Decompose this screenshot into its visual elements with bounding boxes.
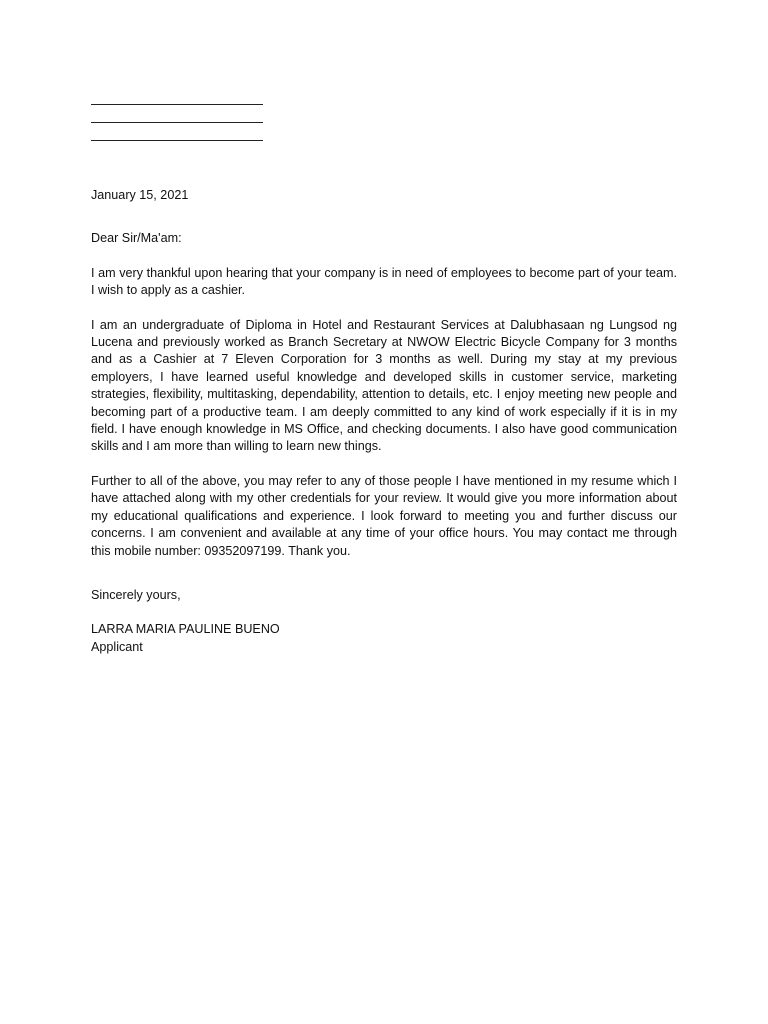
- letter-date: January 15, 2021: [91, 188, 189, 202]
- closing: Sincerely yours,: [91, 587, 181, 602]
- signature-block: [91, 621, 677, 656]
- body-paragraph-2: I am an undergraduate of Diploma in Hotel and Restaurant Services at Dalubhasaan ng Lungsod ng Lucena and previously worked as Branch Secretary at NWOW Electric Bicycle Company for 3 months and as a Cashier at 7 Eleven Corporation for 3 months as well. During my stay at my previous employers, I have learned useful knowledge and developed skills in customer service, marketing strategies, flexibility, multitasking, dependability, attention to details, etc. I enjoy meeting new people and becoming part of a productive team. I am deeply committed to any kind of work especially if it is in my field. I have enough knowledge in MS Office, and checking documents. I also have good communication skills and I am more than willing to learn new things.: [91, 317, 677, 454]
- signer-name: LARRA MARIA PAULINE BUENO: [91, 622, 280, 637]
- salutation: Dear Sir/Ma'am:: [91, 231, 182, 246]
- cover-letter: [91, 95, 677, 656]
- blank-line: [91, 104, 263, 105]
- signer-title: Applicant: [91, 639, 143, 654]
- body-paragraph-1: I am very thankful upon hearing that your company is in need of employees to become part of your team. I wish to apply as a cashier.: [91, 265, 677, 298]
- blank-line: [91, 140, 263, 141]
- blank-line: [91, 122, 263, 123]
- address-blank-lines: [91, 95, 677, 151]
- body-paragraph-3: Further to all of the above, you may refer to any of those people I have mentioned in my resume which I have attached along with my other credentials for your review. It would give you more information about my educational qualifications and experience. I look forward to meeting you and further discuss our concerns. I am convenient and available at any time of your office hours. You may contact me through this mobile number: 09352097199. Thank you.: [91, 473, 677, 558]
